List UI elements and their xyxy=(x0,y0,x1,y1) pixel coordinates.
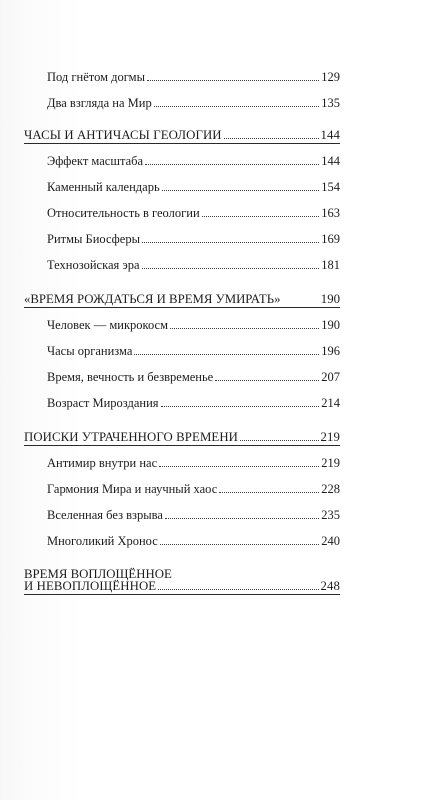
toc-chapter-page: 190 xyxy=(320,292,340,306)
toc-entry-page: 207 xyxy=(321,370,340,384)
toc-entry xyxy=(47,90,340,110)
dot-leader xyxy=(215,379,319,381)
toc-entry-title: Под гнётом догмы xyxy=(47,70,145,84)
dot-leader xyxy=(147,79,319,81)
toc-entry-title: Эффект масштаба xyxy=(47,154,144,168)
toc-entry-title: Гармония Мира и научный хаос xyxy=(47,482,218,496)
toc-entry-title: Человек — микрокосм xyxy=(47,318,168,332)
toc-entry-title: Время, вечность и безвременье xyxy=(47,370,214,384)
toc-entry xyxy=(47,450,340,470)
toc-entry-title: Часы организма xyxy=(47,344,133,358)
toc-entry-title: Два взгляда на Мир xyxy=(47,96,152,110)
dot-leader xyxy=(165,517,319,519)
toc-entry xyxy=(47,200,340,220)
dot-leader xyxy=(162,189,320,191)
toc-chapter xyxy=(24,573,340,593)
toc-entry-title: Относительность в геологии xyxy=(47,206,200,220)
toc-chapter-page: 144 xyxy=(320,128,340,142)
toc-chapter-title: ПОИСКИ УТРАЧЕННОГО ВРЕМЕНИ xyxy=(24,430,239,444)
toc-entry xyxy=(47,476,340,496)
dot-leader xyxy=(240,439,318,441)
toc-chapter-title: ЧАСЫ И АНТИЧАСЫ ГЕОЛОГИИ xyxy=(24,128,222,142)
dot-leader xyxy=(219,491,319,493)
toc-entry xyxy=(47,252,340,272)
toc-entry-page: 169 xyxy=(321,232,340,246)
toc-entry xyxy=(47,226,340,246)
toc-chapter xyxy=(24,424,340,444)
toc-entry xyxy=(47,148,340,168)
toc-chapter-title-line1: ВРЕМЯ ВОПЛОЩЁННОЕ xyxy=(24,567,172,581)
toc-entry xyxy=(47,502,340,522)
toc-entry-page: 163 xyxy=(321,206,340,220)
toc-chapter-page: 219 xyxy=(320,430,340,444)
toc-chapter xyxy=(24,286,340,306)
toc-entry-title: Каменный календарь xyxy=(47,180,160,194)
toc-entry-page: 144 xyxy=(321,154,340,168)
chapter-underline xyxy=(24,594,340,595)
dot-leader xyxy=(160,543,319,545)
toc-entry xyxy=(47,364,340,384)
dot-leader xyxy=(142,267,320,269)
toc-chapter xyxy=(24,122,340,142)
dot-leader xyxy=(159,465,319,467)
toc-chapter-title: «ВРЕМЯ РОЖДАТЬСЯ И ВРЕМЯ УМИРАТЬ» xyxy=(24,292,281,306)
chapter-underline xyxy=(24,143,340,144)
toc-entry-title: Многоликий Хронос xyxy=(47,534,158,548)
toc-entry-title: Антимир внутри нас xyxy=(47,456,158,470)
dot-leader xyxy=(154,105,320,107)
chapter-underline xyxy=(24,307,340,308)
toc-entry-page: 228 xyxy=(321,482,340,496)
dot-leader xyxy=(224,137,319,139)
toc-entry xyxy=(47,312,340,332)
dot-leader xyxy=(134,353,319,355)
toc-entry xyxy=(47,528,340,548)
toc-entry-page: 235 xyxy=(321,508,340,522)
toc-entry xyxy=(47,390,340,410)
toc-entry-page: 219 xyxy=(321,456,340,470)
toc-entry-page: 181 xyxy=(321,258,340,272)
toc-entry-page: 214 xyxy=(321,396,340,410)
toc-entry-title: Ритмы Биосферы xyxy=(47,232,140,246)
toc-entry-page: 154 xyxy=(321,180,340,194)
toc-entry-title: Технозойская эра xyxy=(47,258,140,272)
toc-entry-page: 240 xyxy=(321,534,340,548)
toc-entry-title: Вселенная без взрыва xyxy=(47,508,163,522)
dot-leader xyxy=(161,405,320,407)
toc-entry xyxy=(47,64,340,84)
toc-chapter-title-line2: И НЕВОПЛОЩЁННОЕ xyxy=(24,579,157,593)
toc-entry xyxy=(47,174,340,194)
dot-leader xyxy=(158,588,318,590)
toc-entry-page: 129 xyxy=(321,70,340,84)
dot-leader xyxy=(142,241,319,243)
toc-chapter-page: 248 xyxy=(320,579,340,593)
toc-entry-page: 190 xyxy=(321,318,340,332)
toc-entry-page: 135 xyxy=(321,96,340,110)
toc-entry xyxy=(47,338,340,358)
dot-leader xyxy=(170,327,319,329)
dot-leader xyxy=(202,215,320,217)
toc-entry-page: 196 xyxy=(321,344,340,358)
dot-leader xyxy=(281,302,317,303)
chapter-underline xyxy=(24,445,340,446)
dot-leader xyxy=(145,163,319,165)
toc-entry-title: Возраст Мироздания xyxy=(47,396,159,410)
